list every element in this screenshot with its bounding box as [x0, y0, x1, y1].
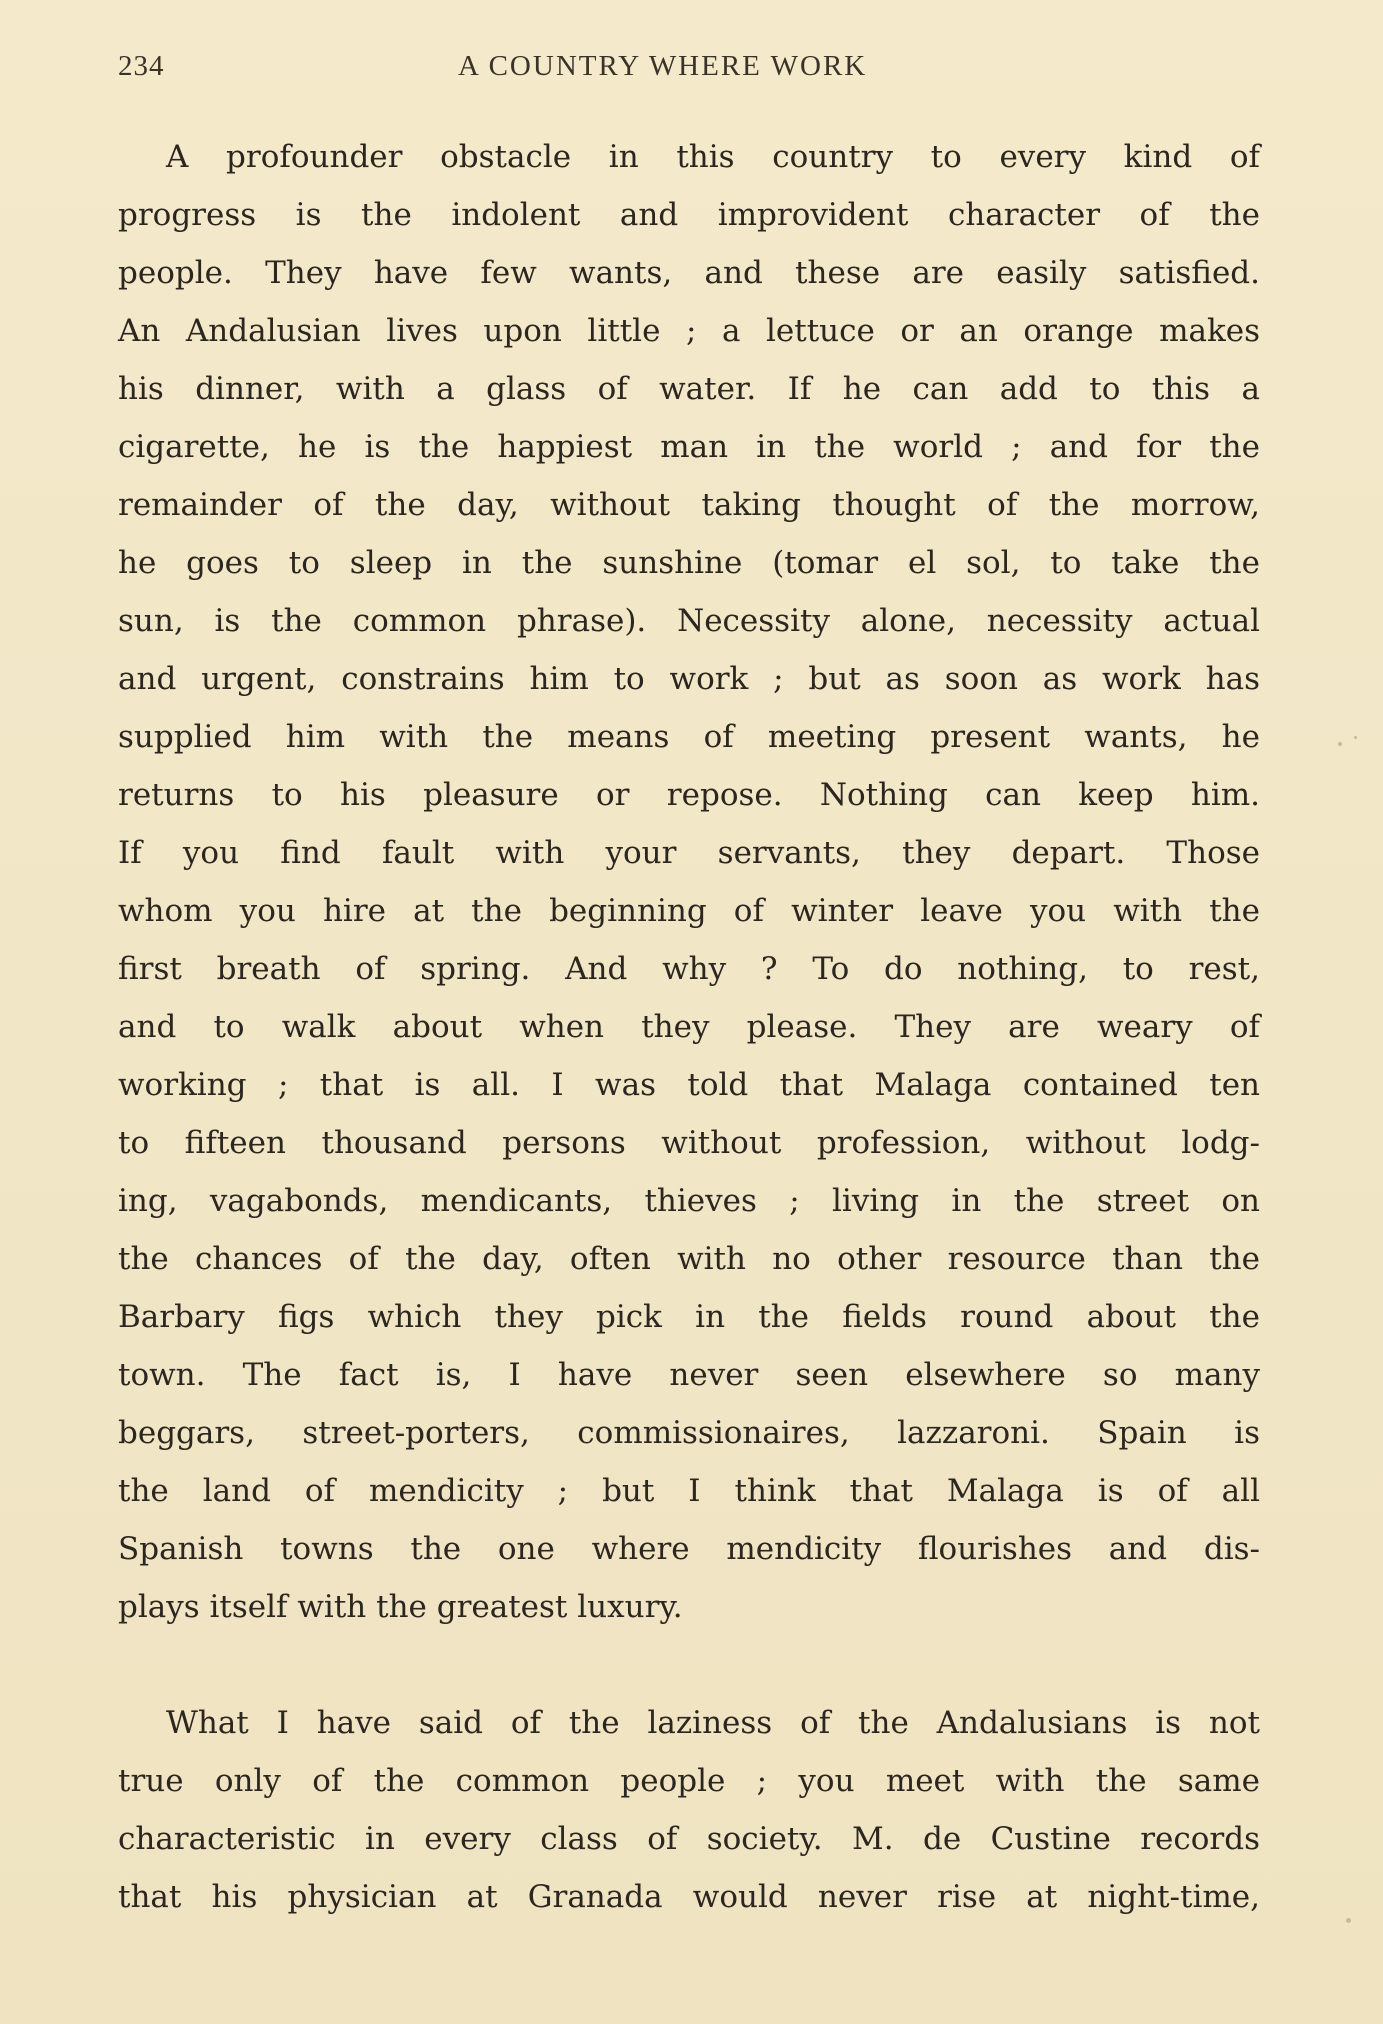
text-line: people. They have few wants, and these are easily satisfied. [118, 255, 1260, 291]
text-line: characteristic in every class of society. M. de Custine records [118, 1821, 1260, 1857]
text-line: supplied him with the means of meeting present wants, he [118, 719, 1260, 755]
text-line: Barbary figs which they pick in the fields round about the [118, 1299, 1260, 1335]
text-line: Spanish towns the one where mendicity flourishes and dis- [118, 1531, 1260, 1567]
text-line: the chances of the day, often with no other resource than the [118, 1241, 1260, 1277]
text-line: sun, is the common phrase). Necessity alone, necessity actual [118, 603, 1260, 639]
text-line: returns to his pleasure or repose. Nothing can keep him. [118, 777, 1260, 813]
paragraph-gap [118, 1636, 1260, 1694]
paper-speck [1346, 1918, 1351, 1923]
text-line: to fifteen thousand persons without profession, without lodg- [118, 1125, 1260, 1161]
page-number: 234 [118, 50, 165, 82]
running-title: A COUNTRY WHERE WORK [458, 50, 868, 82]
text-line: the land of mendicity ; but I think that Malaga is of all [118, 1473, 1260, 1509]
text-line: whom you hire at the beginning of winter leave you with the [118, 893, 1260, 929]
paper-speck [1338, 742, 1342, 746]
text-line: town. The fact is, I have never seen elsewhere so many [118, 1357, 1260, 1393]
body-text [118, 128, 1260, 1926]
paper-speck [1354, 736, 1357, 739]
text-line: working ; that is all. I was told that Malaga contained ten [118, 1067, 1260, 1103]
text-line: If you find fault with your servants, they depart. Those [118, 835, 1260, 871]
text-line: that his physician at Granada would never rise at night-time, [118, 1879, 1260, 1915]
text-line: and urgent, constrains him to work ; but as soon as work has [118, 661, 1260, 697]
text-line: and to walk about when they please. They are weary of [118, 1009, 1260, 1045]
text-line: progress is the indolent and improvident character of the [118, 197, 1260, 233]
text-line: beggars, street-porters, commissionaires, lazzaroni. Spain is [118, 1415, 1260, 1451]
text-line: he goes to sleep in the sunshine (tomar el sol, to take the [118, 545, 1260, 581]
text-line: true only of the common people ; you meet with the same [118, 1763, 1260, 1799]
text-line: remainder of the day, without taking thought of the morrow, [118, 487, 1260, 523]
running-head [118, 50, 1258, 90]
text-line: A profounder obstacle in this country to every kind of [166, 139, 1260, 175]
text-line: cigarette, he is the happiest man in the world ; and for the [118, 429, 1260, 465]
text-line: first breath of spring. And why ? To do nothing, to rest, [118, 951, 1260, 987]
text-line: plays itself with the greatest luxury. [118, 1589, 683, 1625]
text-line: ing, vagabonds, mendicants, thieves ; living in the street on [118, 1183, 1260, 1219]
paragraph-1 [118, 128, 1260, 1636]
text-line: his dinner, with a glass of water. If he can add to this a [118, 371, 1260, 407]
text-line: An Andalusian lives upon little ; a lettuce or an orange makes [118, 313, 1260, 349]
paragraph-2 [118, 1694, 1260, 1926]
text-line: What I have said of the laziness of the Andalusians is not [166, 1705, 1260, 1741]
